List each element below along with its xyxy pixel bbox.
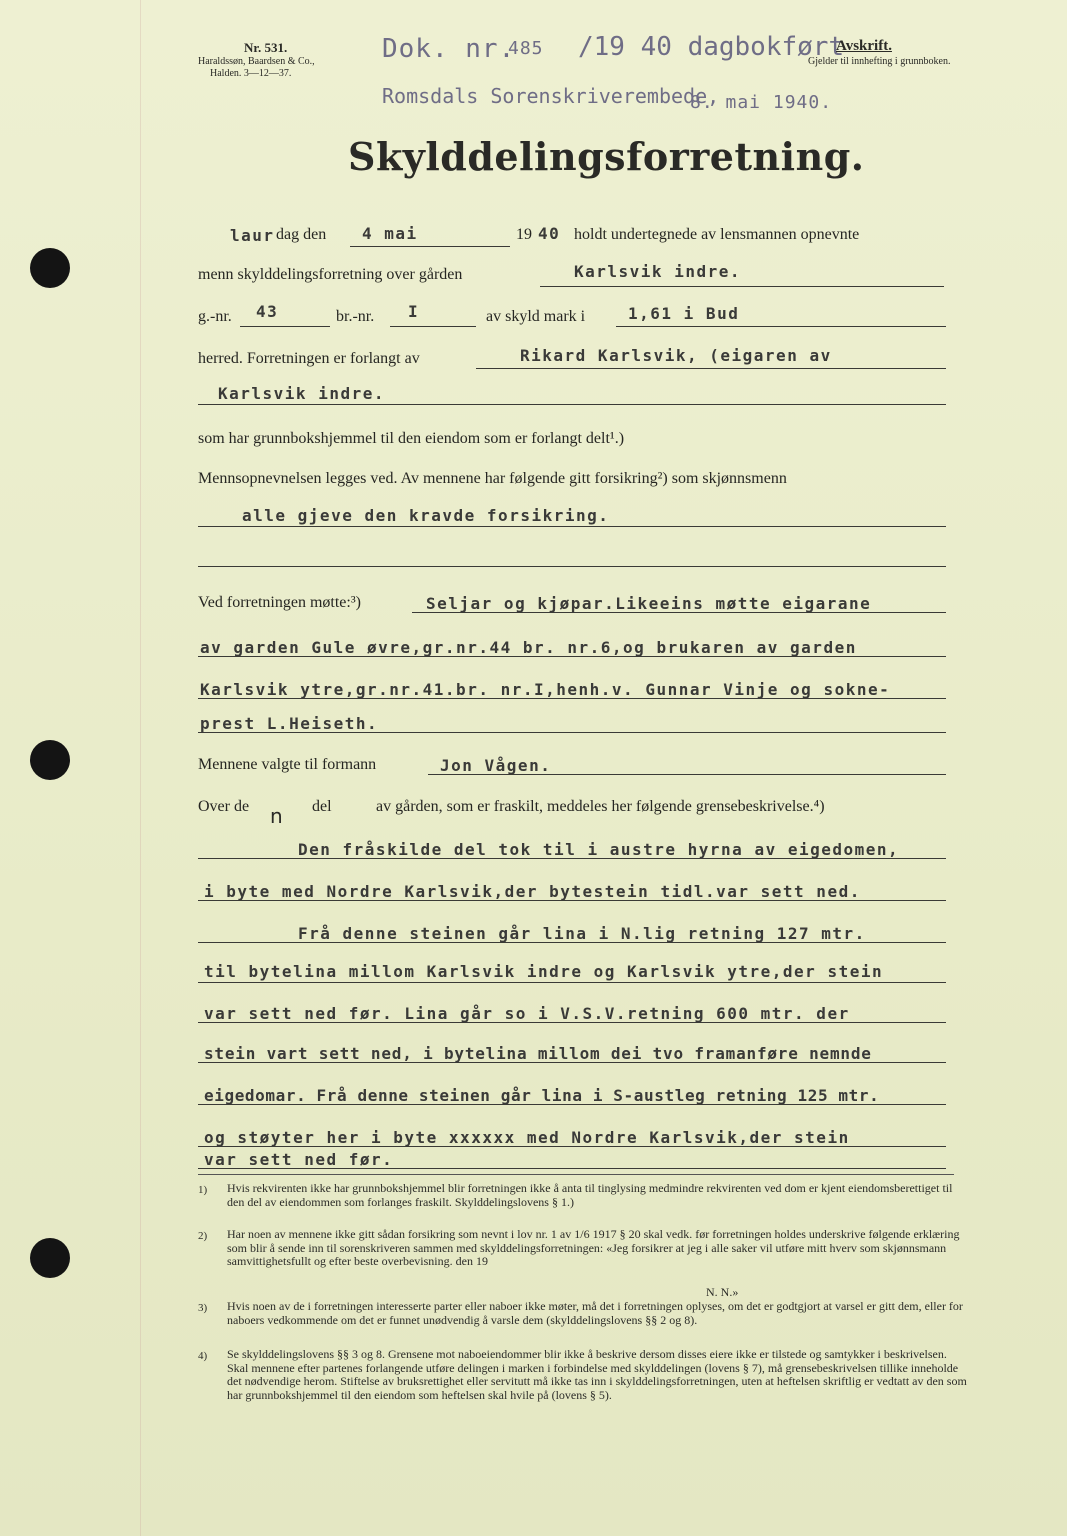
over-de-fill: n	[270, 804, 283, 828]
date-line	[350, 246, 510, 247]
footnote-1-text: Hvis rekvirenten ikke har grunnbokshjemmel blir forretningen ikke å anta til tinglysing medmindre rekvirenten ved dom er kjent eiendomsberettiget til den del av eiendommen som forlanges fraskilt. Skylddelingslovens § 1.)	[227, 1181, 953, 1209]
copy-title: Avskrift.	[836, 38, 892, 54]
motte-text-1: av garden Gule øvre,gr.nr.44 br. nr.6,og brukaren av garden	[200, 638, 857, 657]
requested-by: Rikard Karlsvik, (eigaren av	[520, 346, 832, 365]
gnr-label: g.-nr.	[198, 308, 232, 325]
margin-rule	[140, 0, 141, 1536]
requested-by-cont: Karlsvik indre.	[218, 384, 385, 403]
year-prefix: 19	[516, 226, 532, 243]
bnr-line	[390, 326, 476, 327]
motte-text-3: prest L.Heiseth.	[200, 714, 379, 733]
skyld-line	[616, 326, 946, 327]
boundary-text-6: eigedomar. Frå denne steinen går lina i S-austleg retning 125 mtr.	[204, 1086, 880, 1105]
boundary-text-5: stein vart sett ned, i bytelina millom dei tvo framanføre nemnde	[204, 1044, 872, 1063]
boundary-text-3: til bytelina millom Karlsvik indre og Karlsvik ytre,der stein	[204, 962, 884, 981]
footnote-4-number: 4)	[198, 1350, 208, 1362]
punch-hole-bottom	[30, 1238, 70, 1278]
stamp-date: 8. mai 1940.	[690, 92, 833, 113]
footnote-2-signature: N. N.»	[706, 1285, 739, 1299]
copy-subtitle: Gjelder til innhefting i grunnboken.	[808, 56, 951, 67]
boundary-text-1: i byte med Nordre Karlsvik,der bytestein tidl.var sett ned.	[204, 882, 861, 901]
doc-number-label: Dok. nr.	[382, 34, 516, 64]
motte-text-0: Seljar og kjøpar.Likeeins møtte eigarane	[426, 594, 872, 613]
footnote-4-text: Se skylddelingslovens §§ 3 og 8. Grensene mot naboeiendommer blir ikke å beskrive dersom disses eiere ikke er tilstede og samtykker i beskrivelsen. Skal mennene efter partenes forlangende utføre delingen i marken i forbindelse med skylddelingen (lovens § 7), må grensebeskrivelsen tillike inneholde det nødvendige herom. Stiftelse av bruksrettighet eller servitutt må ikke tas inn i skylddelingsforretningen, uten at heftelsen skriftlig er vedtatt av den som har grunnbokshjemmel til den eiendom som heftelsen skal hvile på (lovens § 5).	[227, 1347, 967, 1402]
held-text: holdt undertegnede av lensmannen opnevnte	[574, 226, 860, 243]
footnote-3-number: 3)	[198, 1302, 208, 1314]
skyld-label: av skyld mark i	[486, 308, 586, 325]
gnr-line	[240, 326, 330, 327]
boundary-text-8: var sett ned før.	[204, 1150, 394, 1169]
skyld-value: 1,61 i Bud	[628, 304, 740, 323]
form-number: Nr. 531.	[244, 40, 288, 55]
boundary-line-3	[198, 982, 946, 983]
farm-prefix: menn skylddelingsforretning over gården	[198, 266, 463, 283]
footnote-rule	[198, 1174, 954, 1175]
farm-name: Karlsvik indre.	[574, 262, 741, 281]
requested-line	[476, 368, 946, 369]
blank-line-1	[198, 566, 946, 567]
footnote-1-number: 1)	[198, 1184, 208, 1196]
gnr-value: 43	[256, 302, 279, 321]
doc-number-value: 485	[508, 38, 544, 59]
footnote-2-text: Har noen av mennene ikke gitt sådan forsikring som nevnt i lov nr. 1 av 1/6 1917 § 20 skal vedk. før forretningen holdes underskrive følgende erklæring som blir å sende inn til sorenskriveren sammen med skylddelingsforretningen: «Jeg forsikrer at jeg i alle saker vil utføre mitt hverv som skjønnsmann samvittighetsfullt og efter beste overbevisning. den 19	[227, 1227, 960, 1268]
del-label: del	[312, 798, 332, 815]
boundary-text-4: var sett ned før. Lina går so i V.S.V.retning 600 mtr. der	[204, 1004, 850, 1023]
footnote-2-number: 2)	[198, 1230, 208, 1242]
motte-label: Ved forretningen møtte:³)	[198, 594, 361, 611]
doc-year-stamp: /19 40 dagbokført	[578, 32, 845, 62]
grunnbok-text: som har grunnbokshjemmel til den eiendom som er forlangt delt¹.)	[198, 430, 625, 447]
printer-name: Haraldssøn, Baardsen & Co.,	[198, 56, 315, 67]
bnr-value: I	[408, 302, 420, 321]
over-de-label: Over de	[198, 798, 250, 815]
farm-line	[540, 286, 944, 287]
formann-value: Jon Vågen.	[440, 756, 552, 775]
boundary-text-7: og støyter her i byte xxxxxx med Nordre Karlsvik,der stein	[204, 1128, 850, 1147]
punch-hole-middle	[30, 740, 70, 780]
requested-cont-line	[198, 404, 946, 405]
boundary-text-0: Den fråskilde del tok til i austre hyrna av eigedomen,	[298, 840, 900, 859]
footnote-3-text: Hvis noen av de i forretningen interesserte parter eller naboer ikke møter, må det i forretningen oplyses, om det er godtgjort at varsel er gitt dem, eller for naboers vedkommende om det er funnet unødvendig å varsle dem (skylddelingslovens §§ 2 og 8).	[227, 1299, 963, 1327]
forsikring-value: alle gjeve den kravde forsikring.	[242, 506, 610, 525]
day-label: dag den	[276, 226, 327, 243]
punch-hole-top	[30, 248, 70, 288]
over-text: av gården, som er fraskilt, meddeles her følgende grensebeskrivelse.⁴)	[376, 798, 825, 815]
mennsop-text: Mennsopnevnelsen legges ved. Av mennene har følgende gitt forsikring²) som skjønnsmenn	[198, 470, 787, 487]
forsikring-line	[198, 526, 946, 527]
office-stamp: Romsdals Sorenskriverembede,	[382, 84, 720, 108]
date-filled: 4 mai	[362, 224, 418, 243]
printer-place-date: Halden. 3—12—37.	[210, 68, 292, 79]
motte-text-2: Karlsvik ytre,gr.nr.41.br. nr.I,henh.v. Gunnar Vinje og sokne-	[200, 680, 891, 699]
requested-text: herred. Forretningen er forlangt av	[198, 350, 420, 367]
day-filled: laur	[230, 226, 275, 245]
page-title: Skylddelingsforretning.	[348, 134, 865, 179]
formann-label: Mennene valgte til formann	[198, 756, 377, 773]
bnr-label: br.-nr.	[336, 308, 375, 325]
year-filled: 40	[538, 224, 561, 243]
boundary-text-2: Frå denne steinen går lina i N.lig retning 127 mtr.	[298, 924, 866, 943]
